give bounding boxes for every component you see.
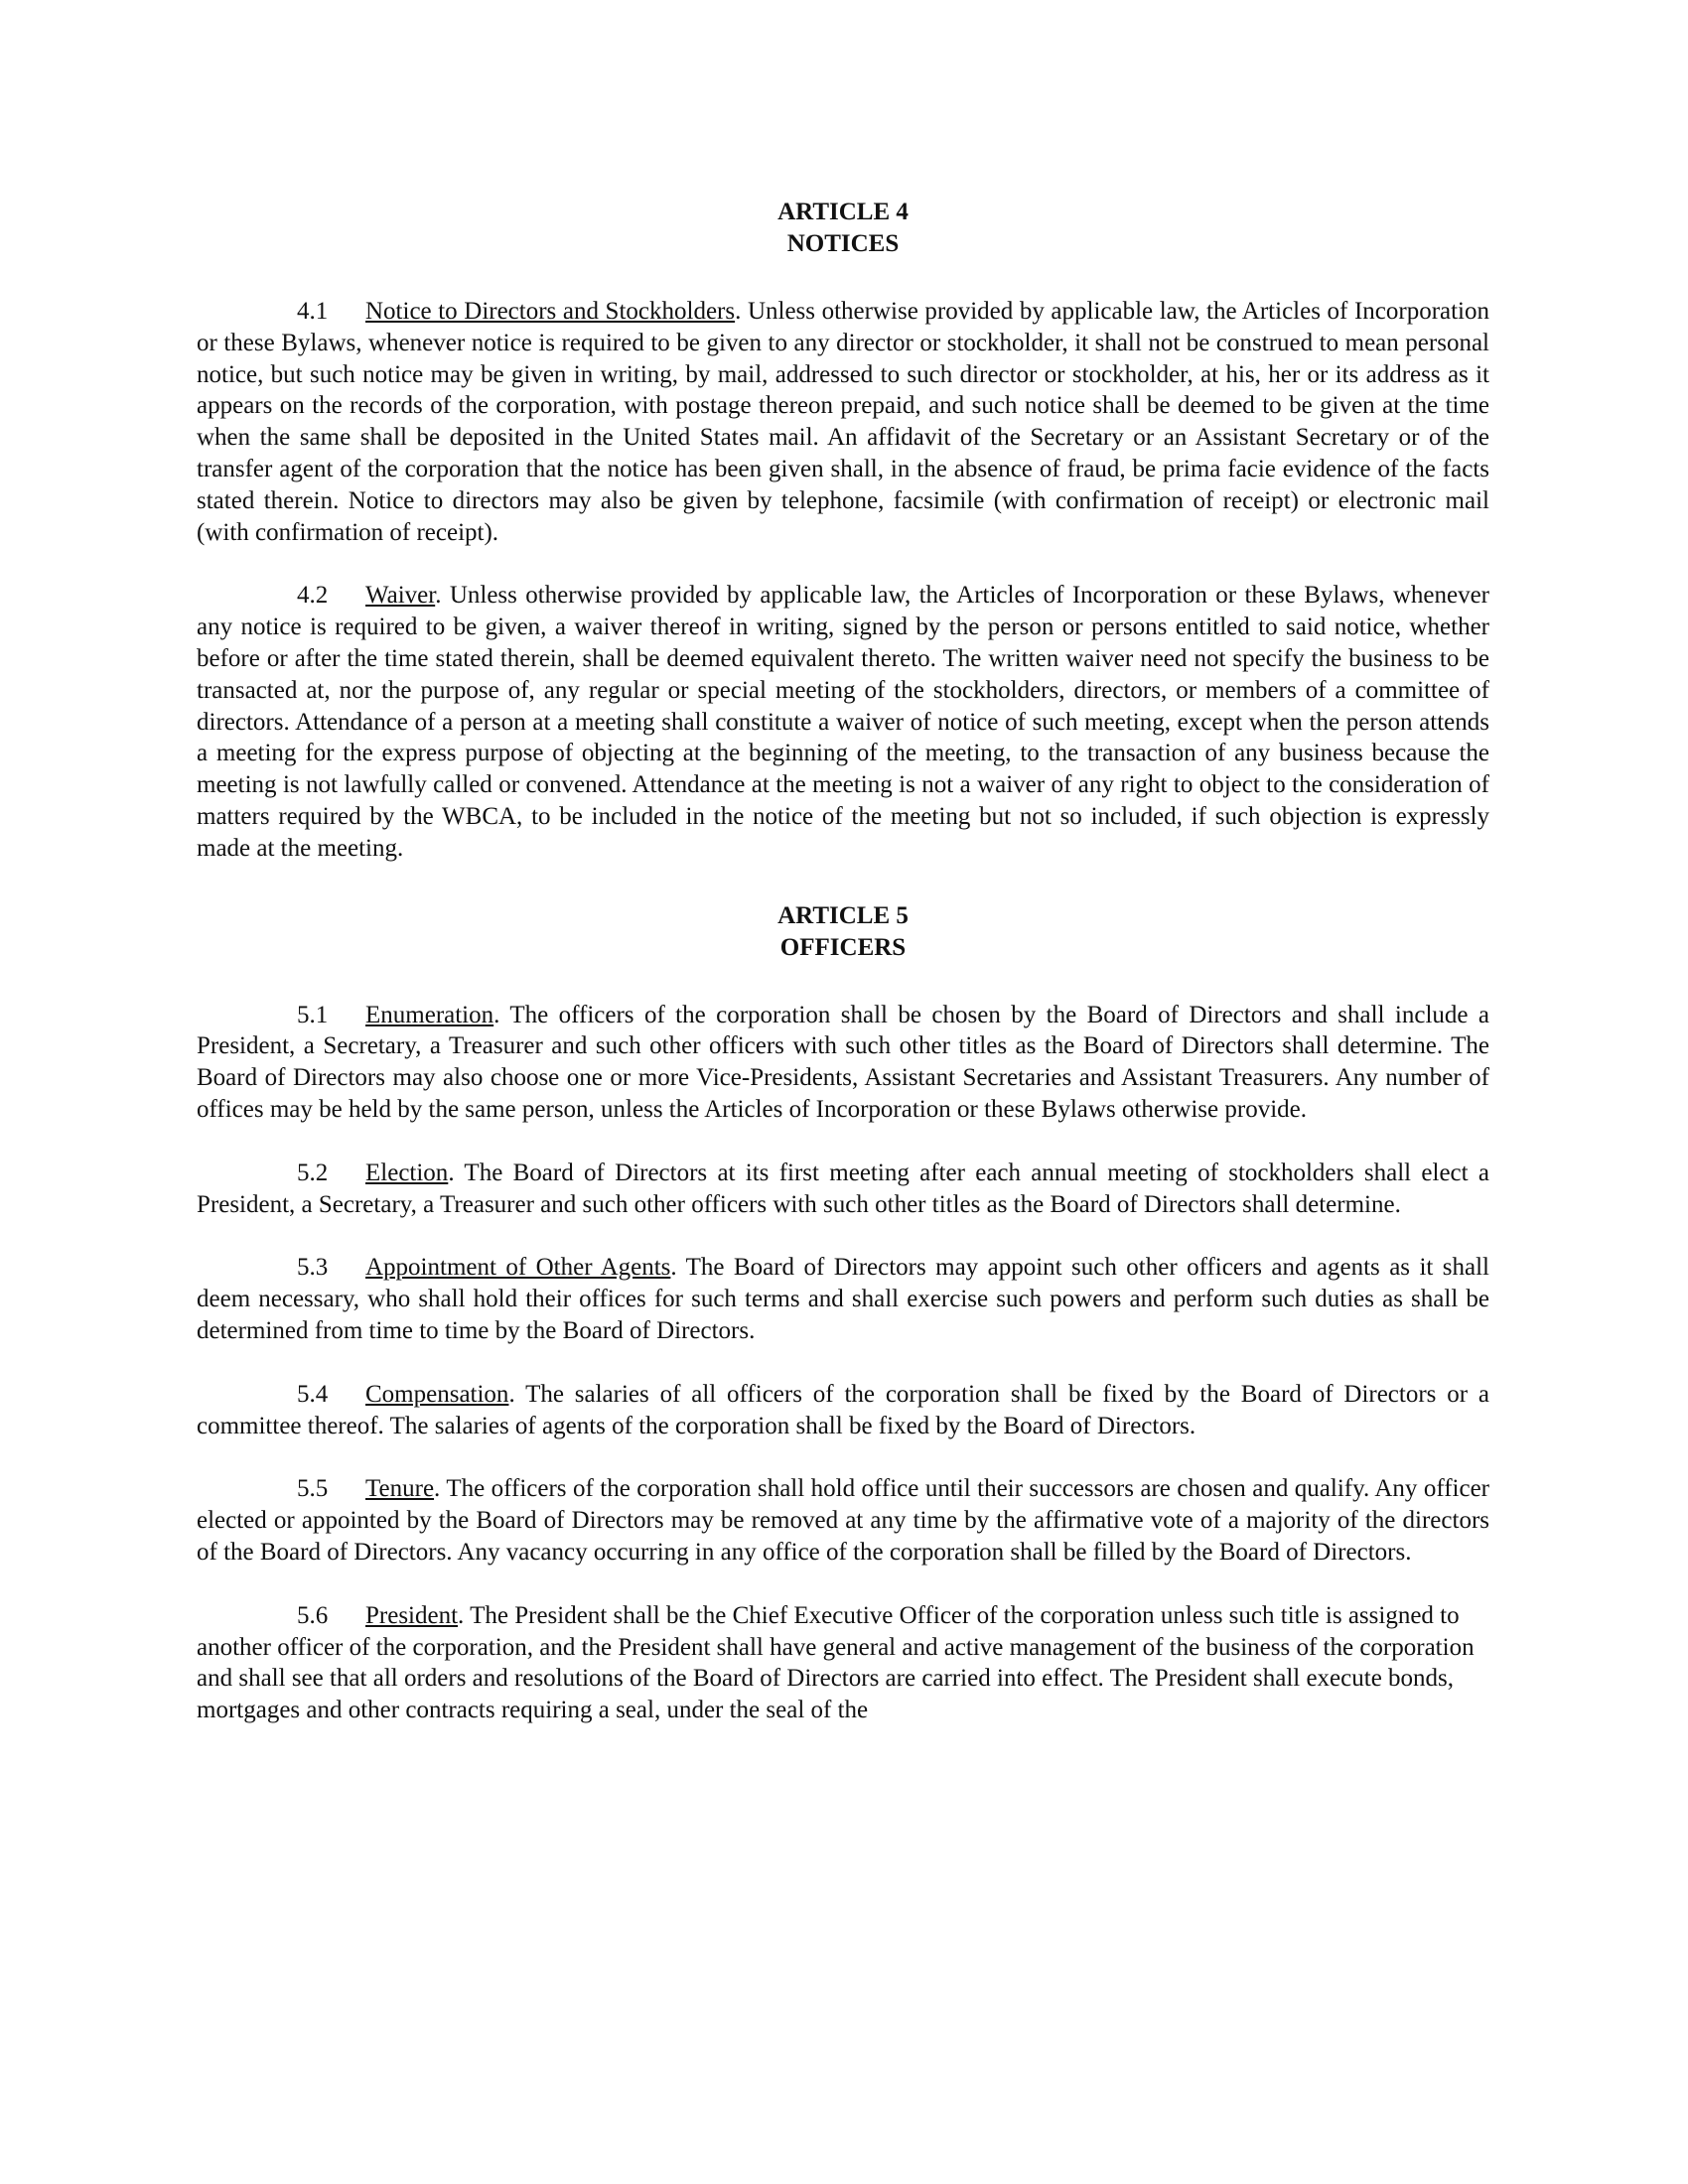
section-title: Tenure	[365, 1475, 435, 1503]
section-number: 5.2	[297, 1159, 329, 1186]
article-5-number: ARTICLE 5	[777, 901, 909, 929]
section-4-1: 4.1 Notice to Directors and Stockholders. Unless otherwise provided by applicable law, the Articles of Incorporation or these Bylaws, whenever notice is required to be given to any director or stockholder, it shall not be construed to mean personal notice, but such notice may be given in writing, by mail, addressed to such director or stockholder, at his, her or its address as it appears on the records of the corporation, with postage thereon prepaid, and such notice shall be deemed to be given at the time when the same shall be deposited in the United States mail. An affidavit of the Secretary or an Assistant Secretary or of the transfer agent of the corporation that the notice has been given shall, in the absence of fraud, be prima facie evidence of the facts stated therein. Notice to directors may also be given by telephone, facsimile (with confirmation of receipt) or electronic mail (with confirmation of receipt).	[197, 298, 1490, 546]
section-5-5: 5.5 Tenure. The officers of the corporation shall hold office until their successors are chosen and qualify. Any officer elected or appointed by the Board of Directors may be removed at any time by the affirmative vote of a majority of the directors of the Board of Directors. Any vacancy occurring in any office of the corporation shall be filled by the Board of Directors.	[197, 1475, 1489, 1566]
section-text: The President shall be the Chief Executive Officer of the corporation unless such title is assigned to another officer of the corporation, and the President shall have general and active management of the business of the corporation and shall see that all orders and resolutions of the Board of Directors are carried into effect. The President shall execute bonds, mortgages and other contracts requiring a seal, under the seal of the	[197, 1601, 1475, 1724]
section-title: Appointment of Other Agents	[365, 1254, 671, 1282]
section-title: Waiver	[365, 582, 436, 610]
section-text: The officers of the corporation shall hold office until their successors are chosen and qualify. Any officer elected or appointed by the Board of Directors may be removed at any time by the affirmative vote of a majority of the directors of the Board of Directors. Any vacancy occurring in any office of the corporation shall be filled by the Board of Directors.	[197, 1475, 1489, 1566]
section-text: The Board of Directors at its first meeting after each annual meeting of stockholders shall elect a President, a Secretary, a Treasurer and such other officers with such other titles as the Board of Directors shall determine.	[197, 1159, 1489, 1218]
section-number: 5.6	[297, 1601, 329, 1629]
section-title: Compensation	[365, 1380, 509, 1408]
section-title: President	[365, 1601, 459, 1629]
section-5-4: 5.4 Compensation. The salaries of all officers of the corporation shall be fixed by the Board of Directors or a committee thereof. The salaries of agents of the corporation shall be fixed by the Board of Directors.	[197, 1380, 1489, 1439]
section-text: The salaries of all officers of the corporation shall be fixed by the Board of Directors or a committee thereof. The salaries of agents of the corporation shall be fixed by the Board of Directors.	[197, 1380, 1489, 1439]
article-5-title: OFFICERS	[779, 933, 907, 961]
section-number: 4.2	[297, 582, 329, 610]
section-5-3: 5.3 Appointment of Other Agents. The Board of Directors may appoint such other officers and agents as it shall deem necessary, who shall hold their offices for such terms and shall exercise such powers and perform such duties as shall be determined from time to time by the Board of Directors.	[197, 1254, 1489, 1344]
section-5-2: 5.2 Election. The Board of Directors at its first meeting after each annual meeting of stockholders shall elect a President, a Secretary, a Treasurer and such other officers with such other titles as the Board of Directors shall determine.	[197, 1159, 1489, 1218]
article-4-number: ARTICLE 4	[777, 199, 909, 225]
section-title: Notice to Directors and Stockholders	[365, 298, 736, 325]
section-title: Enumeration	[365, 1001, 494, 1028]
section-5-1: 5.1 Enumeration. The officers of the corporation shall be chosen by the Board of Directors and shall include a President, a Secretary, a Treasurer and such other officers with such other titles as the Board of Directors shall determine. The Board of Directors may also choose one or more Vice-Presidents, Assistant Secretaries and Assistant Treasurers. Any number of offices may be held by the same person, unless the Articles of Incorporation or these Bylaws otherwise provide.	[197, 1001, 1489, 1123]
section-text: Unless otherwise provided by applicable law, the Articles of Incorporation or these Bylaws, whenever any notice is required to be given, a waiver thereof in writing, signed by the person or persons entitled to said notice, whether before or after the time stated therein, shall be deemed equivalent thereto. The written waiver need not specify the business to be transacted at, nor the purpose of, any regular or special meeting of the stockholders, directors, or members of a committee of directors. Attendance of a person at a meeting shall constitute a waiver of notice of such meeting, except when the person attends a meeting for the express purpose of objecting at the beginning of the meeting, to the transaction of any business because the meeting is not lawfully called or convened. Attendance at the meeting is not a waiver of any right to object to the consideration of matters required by the WBCA, to be included in the notice of the meeting but not so included, if such objection is expressly made at the meeting.	[197, 582, 1489, 862]
section-text: The Board of Directors may appoint such other officers and agents as it shall deem necessary, who shall hold their offices for such terms and shall exercise such powers and perform such duties as shall be determined from time to time by the Board of Directors.	[197, 1254, 1489, 1344]
section-title: Election	[365, 1159, 449, 1186]
article-5-heading	[197, 900, 1489, 964]
section-text: The officers of the corporation shall be chosen by the Board of Directors and shall include a President, a Secretary, a Treasurer and such other officers with such other titles as the Board of Directors shall determine. The Board of Directors may also choose one or more Vice-Presidents, Assistant Secretaries and Assistant Treasurers. Any number of offices may be held by the same person, unless the Articles of Incorporation or these Bylaws otherwise provide.	[197, 1001, 1489, 1123]
section-number: 5.3	[297, 1254, 329, 1282]
article-4-heading	[197, 197, 1489, 260]
section-number: 5.4	[297, 1380, 329, 1408]
section-text: Unless otherwise provided by applicable law, the Articles of Incorporation or these Bylaws, whenever notice is required to be given to any director or stockholder, it shall not be construed to mean personal notice, but such notice may be given in writing, by mail, addressed to such director or stockholder, at his, her or its address as it appears on the records of the corporation, with postage thereon prepaid, and such notice shall be deemed to be given at the time when the same shall be deposited in the United States mail. An affidavit of the Secretary or an Assistant Secretary or of the transfer agent of the corporation that the notice has been given shall, in the absence of fraud, be prima facie evidence of the facts stated therein. Notice to directors may also be given by telephone, facsimile (with confirmation of receipt) or electronic mail (with confirmation of receipt).	[197, 298, 1490, 546]
section-4-2: 4.2 Waiver. Unless otherwise provided by applicable law, the Articles of Incorporation or these Bylaws, whenever any notice is required to be given, a waiver thereof in writing, signed by the person or persons entitled to said notice, whether before or after the time stated therein, shall be deemed equivalent thereto. The written waiver need not specify the business to be transacted at, nor the purpose of, any regular or special meeting of the stockholders, directors, or members of a committee of directors. Attendance of a person at a meeting shall constitute a waiver of notice of such meeting, except when the person attends a meeting for the express purpose of objecting at the beginning of the meeting, to the transaction of any business because the meeting is not lawfully called or convened. Attendance at the meeting is not a waiver of any right to object to the consideration of matters required by the WBCA, to be included in the notice of the meeting but not so included, if such objection is expressly made at the meeting.	[197, 582, 1489, 862]
document-page	[197, 197, 1489, 1726]
section-5-6: 5.6 President. The President shall be the Chief Executive Officer of the corporation unless such title is assigned to another officer of the corporation, and the President shall have general and active management of the business of the corporation and shall see that all orders and resolutions of the Board of Directors are carried into effect. The President shall execute bonds, mortgages and other contracts requiring a seal, under the seal of the	[197, 1601, 1475, 1724]
section-number: 4.1	[297, 298, 329, 325]
section-number: 5.1	[297, 1001, 329, 1028]
article-4-title: NOTICES	[786, 230, 900, 257]
section-number: 5.5	[297, 1475, 329, 1503]
